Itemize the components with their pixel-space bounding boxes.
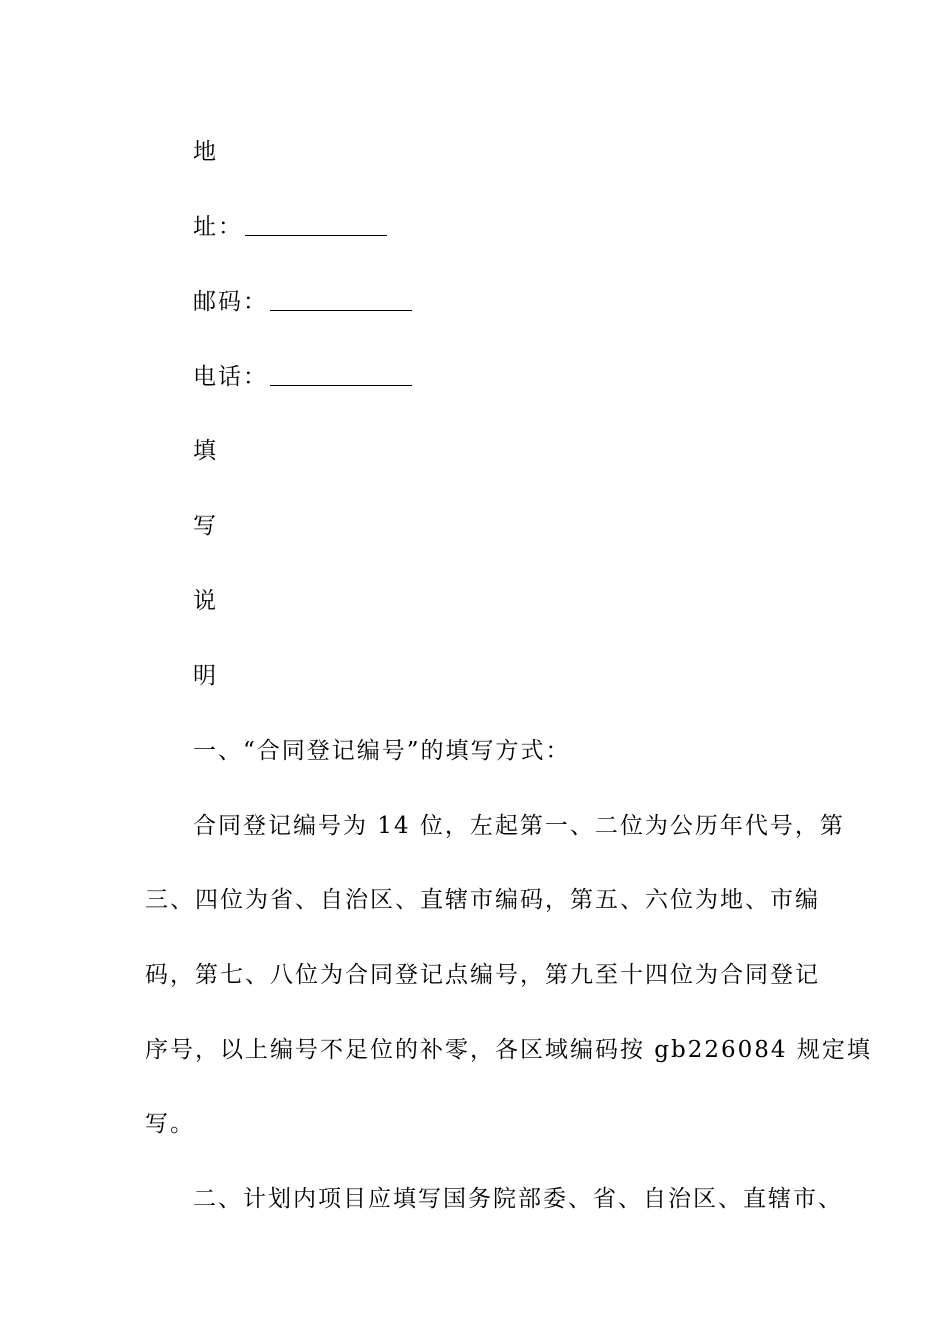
postcode-field xyxy=(193,287,412,317)
phone-field xyxy=(193,362,412,392)
address-label: 址： xyxy=(193,214,243,240)
heading-char-2: 写 xyxy=(193,513,218,539)
heading-char-3: 说 xyxy=(193,588,218,614)
postcode-label: 邮码： xyxy=(193,289,268,315)
section-1-title: 一、“合同登记编号”的填写方式： xyxy=(193,738,571,764)
section-1-line-4: 序号，以上编号不足位的补零，各区域编码按 gb226084 规定填 xyxy=(145,1037,872,1063)
address-label-char1: 地 xyxy=(193,139,218,165)
section-1-line-1: 合同登记编号为 14 位，左起第一、二位为公历年代号，第 xyxy=(193,813,845,839)
section-1-line-3: 码，第七、八位为合同登记点编号，第九至十四位为合同登记 xyxy=(145,962,820,988)
section-2-line-1: 二、计划内项目应填写国务院部委、省、自治区、直辖市、 xyxy=(193,1186,843,1212)
section-1-line-2: 三、四位为省、自治区、直辖市编码，第五、六位为地、市编 xyxy=(145,887,820,913)
section-1-line-5: 写。 xyxy=(145,1111,195,1137)
heading-char-1: 填 xyxy=(193,438,218,464)
phone-blank-line xyxy=(270,371,412,386)
phone-label: 电话： xyxy=(193,364,268,390)
heading-char-4: 明 xyxy=(193,663,218,689)
address-blank-line xyxy=(245,221,387,236)
postcode-blank-line xyxy=(270,296,412,311)
address-field xyxy=(193,212,387,242)
